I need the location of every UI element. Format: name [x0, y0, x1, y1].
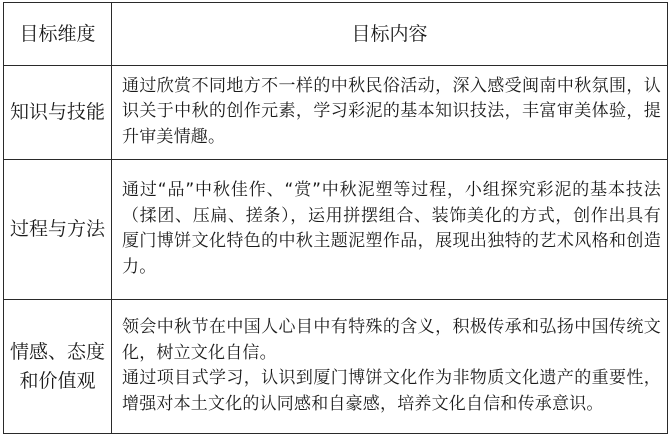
dimension-process-methods: 过程与方法	[4, 160, 112, 300]
content-paragraph: 领会中秋节在中国人心目中有特殊的含义，积极传承和弘扬中国传统文化，树立文化自信。	[122, 317, 661, 363]
dimension-emotion-values: 情感、态度和价值观	[4, 300, 112, 434]
content-process-methods	[112, 160, 668, 300]
header-content: 目标内容	[112, 3, 668, 66]
table-row	[4, 300, 668, 434]
content-paragraph: 通过项目式学习，认识到厦门博饼文化作为非物质文化遗产的重要性，增强对本土文化的认同感和自豪感，培养文化自信和传承意识。	[122, 368, 661, 414]
table-row	[4, 160, 668, 300]
header-dimension: 目标维度	[4, 3, 112, 66]
content-emotion-values	[112, 300, 668, 434]
table-row	[4, 66, 668, 160]
teaching-goals-table	[3, 2, 668, 434]
content-knowledge-skills	[112, 66, 668, 160]
dimension-knowledge-skills: 知识与技能	[4, 66, 112, 160]
content-paragraph: 通过“品”中秋佳作、“赏”中秋泥塑等过程，小组探究彩泥的基本技法（揉团、压扁、搓条），运用拼摆组合、装饰美化的方式，创作出具有厦门博饼文化特色的中秋主题泥塑作品，展现出独特的艺术风格和创造力。	[122, 180, 661, 277]
content-paragraph: 通过欣赏不同地方不一样的中秋民俗活动，深入感受闽南中秋氛围，认识关于中秋的创作元素，学习彩泥的基本知识技法，丰富审美体验，提升审美情趣。	[122, 75, 661, 147]
table-header-row	[4, 3, 668, 66]
